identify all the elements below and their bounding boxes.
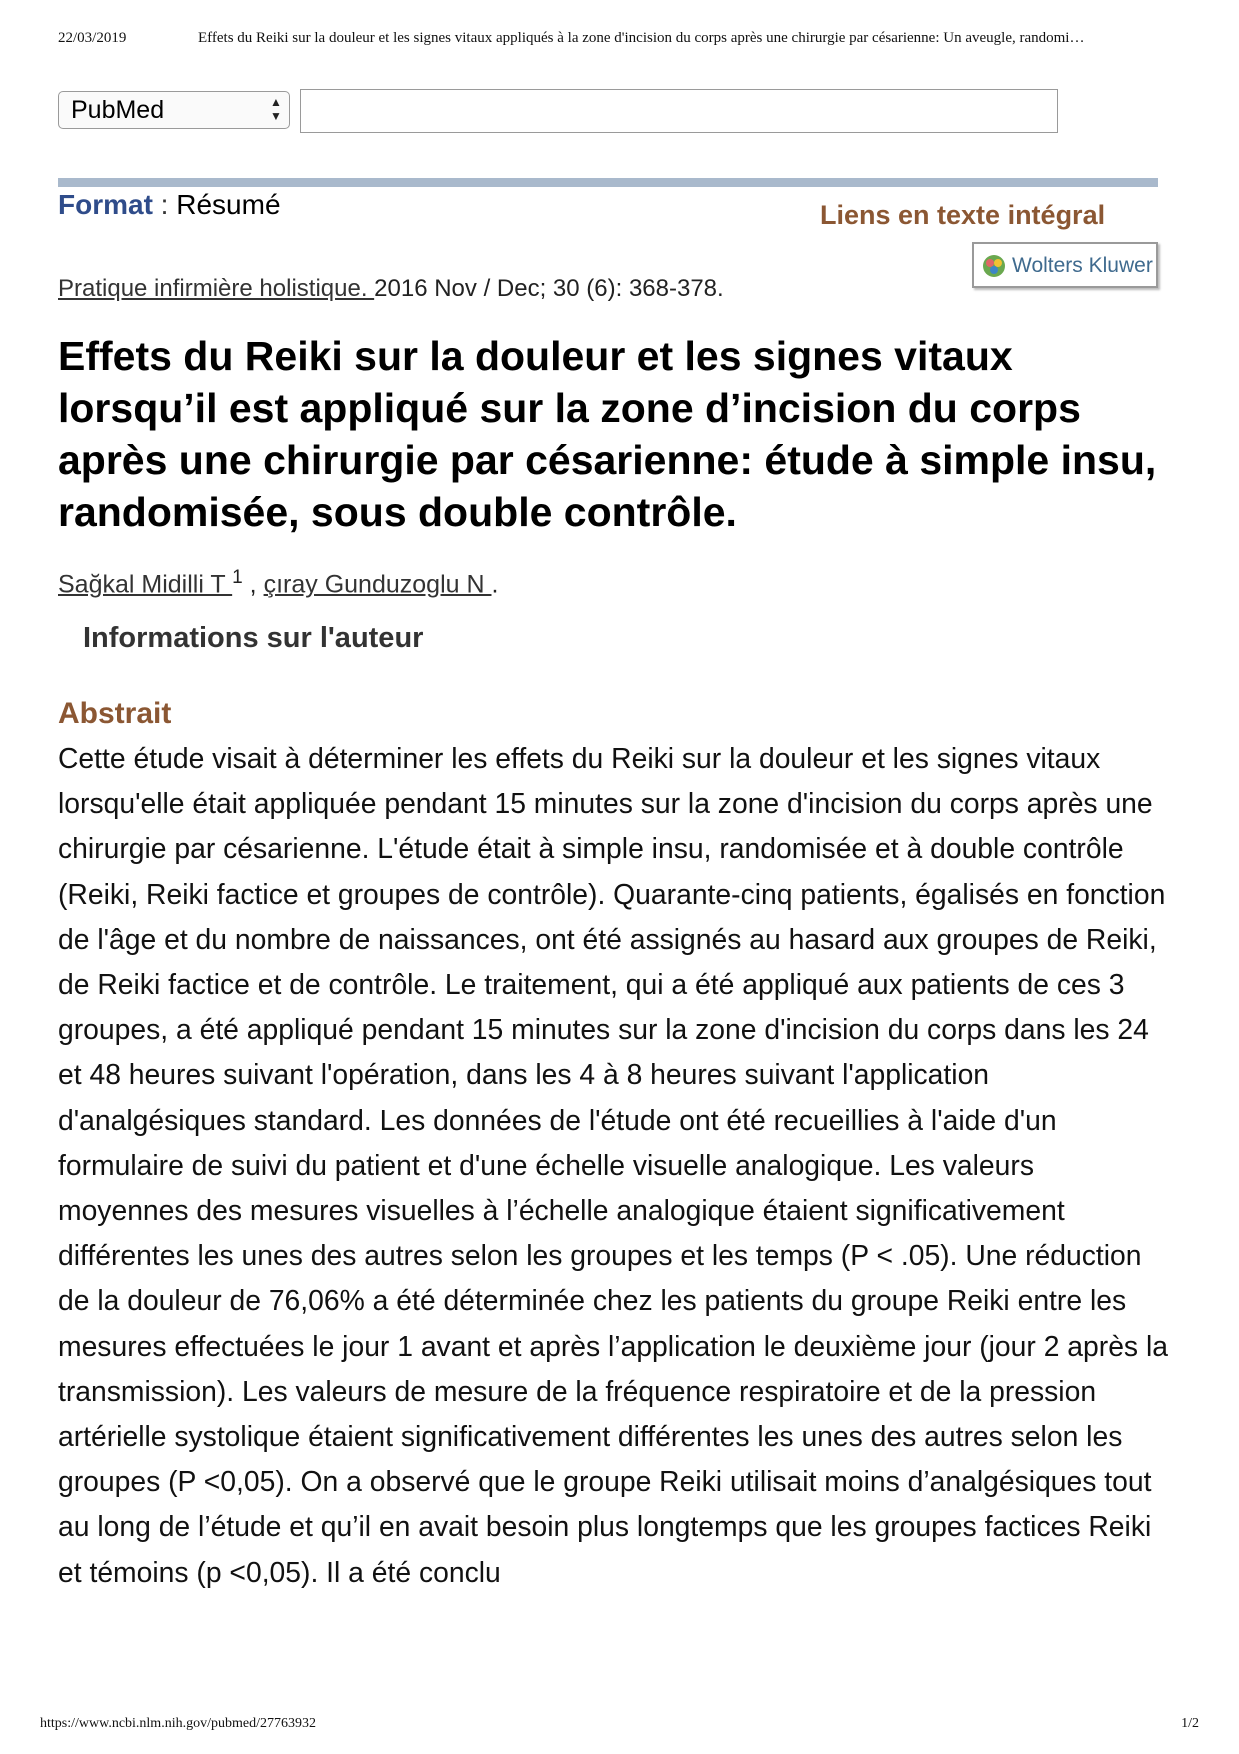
format-selector	[58, 188, 281, 222]
database-select[interactable]	[58, 91, 290, 129]
author-list	[58, 562, 498, 600]
wolters-kluwer-link[interactable]	[972, 242, 1158, 288]
author-link[interactable]: çıray Gunduzoglu N	[263, 570, 492, 599]
page-number: 1/2	[1181, 1716, 1199, 1731]
abstract-text: Cette étude visait à déterminer les effets du Reiki sur la douleur et les signes vitaux lorsqu'elle était appliquée pendant 15 minutes sur la zone d'incision du corps après une chirurgie par césarienne. L'étude était à simple insu, randomisée et à double contrôle (Reiki, Reiki factice et groupes de contrôle). Quarante-cinq patients, égalisés en fonction de l'âge et du nombre de naissances, ont été assignés au hasard aux groupes de Reiki, de Reiki factice et de contrôle. Le traitement, qui a été appliqué aux patients de ces 3 groupes, a été appliqué pendant 15 minutes sur la zone d'incision du corps dans les 24 et 48 heures suivant l'opération, dans les 4 à 8 heures suivant l'application d'analgésiques standard. Les données de l'étude ont été recueillies à l'aide d'un formulaire de suivi du patient et d'une échelle visuelle analogique. Les valeurs moyennes des mesures visuelles à l’échelle analogique étaient significativement différentes les unes des autres selon les groupes et les temps (P < .05). Une réduction de la douleur de 76,06% a été déterminée chez les patients du groupe Reiki entre les mesures effectuées le jour 1 avant et après l’application le deuxième jour (jour 2 après la transmission). Les valeurs de mesure de la fréquence respiratoire et de la pression artérielle systolique étaient significativement différentes les unes des autres selon les groupes (P <0,05). On a observé que le groupe Reiki utilisait moins d’analgésiques tout au long de l’étude et qu’il en avait besoin plus longtemps que les groupes factices Reiki et témoins (p <0,05). Il a été conclu	[58, 742, 1168, 1588]
header-divider	[58, 178, 1158, 187]
database-select-value: PubMed	[71, 96, 165, 124]
article-title: Effets du Reiki sur la douleur et les signes vitaux lorsqu’il est appliqué sur la zone d’incision du corps après une chirurgie par césarienne: étude à simple insu, randomisée, sous double contrôle.	[58, 333, 1157, 535]
wolters-kluwer-label: Wolters Kluwer	[1012, 254, 1153, 277]
citation	[58, 274, 724, 304]
format-label[interactable]: Format	[58, 189, 153, 220]
author-list-end: .	[491, 570, 499, 599]
full-text-links-heading: Liens en texte intégral	[820, 200, 1106, 230]
print-header	[58, 30, 1199, 54]
search-input[interactable]	[300, 89, 1058, 133]
print-footer	[40, 1716, 1199, 1738]
print-page-title: Effets du Reiki sur la douleur et les signes vitaux appliqués à la zone d'incision du corps après une chirurgie par césarienne: Un aveugle, randomi…	[198, 30, 1085, 46]
format-separator: :	[152, 189, 177, 220]
citation-details: 2016 Nov / Dec; 30 (6): 368-378.	[374, 275, 724, 302]
author-affiliation-marker[interactable]: 1	[232, 567, 243, 588]
print-date: 22/03/2019	[58, 30, 127, 46]
updown-arrows-icon: ▲ ▼	[270, 95, 282, 123]
author-information-toggle[interactable]: Informations sur l'auteur	[83, 622, 424, 654]
wolters-kluwer-logo-icon	[982, 254, 1006, 278]
author-link[interactable]: Sağkal Midilli T	[58, 570, 233, 599]
page-url: https://www.ncbi.nlm.nih.gov/pubmed/27763932	[40, 1716, 316, 1731]
abstract-heading: Abstrait	[58, 697, 172, 730]
journal-link[interactable]: Pratique infirmière holistique.	[58, 275, 375, 302]
author-separator: ,	[242, 570, 264, 599]
format-value: Résumé	[176, 189, 281, 220]
